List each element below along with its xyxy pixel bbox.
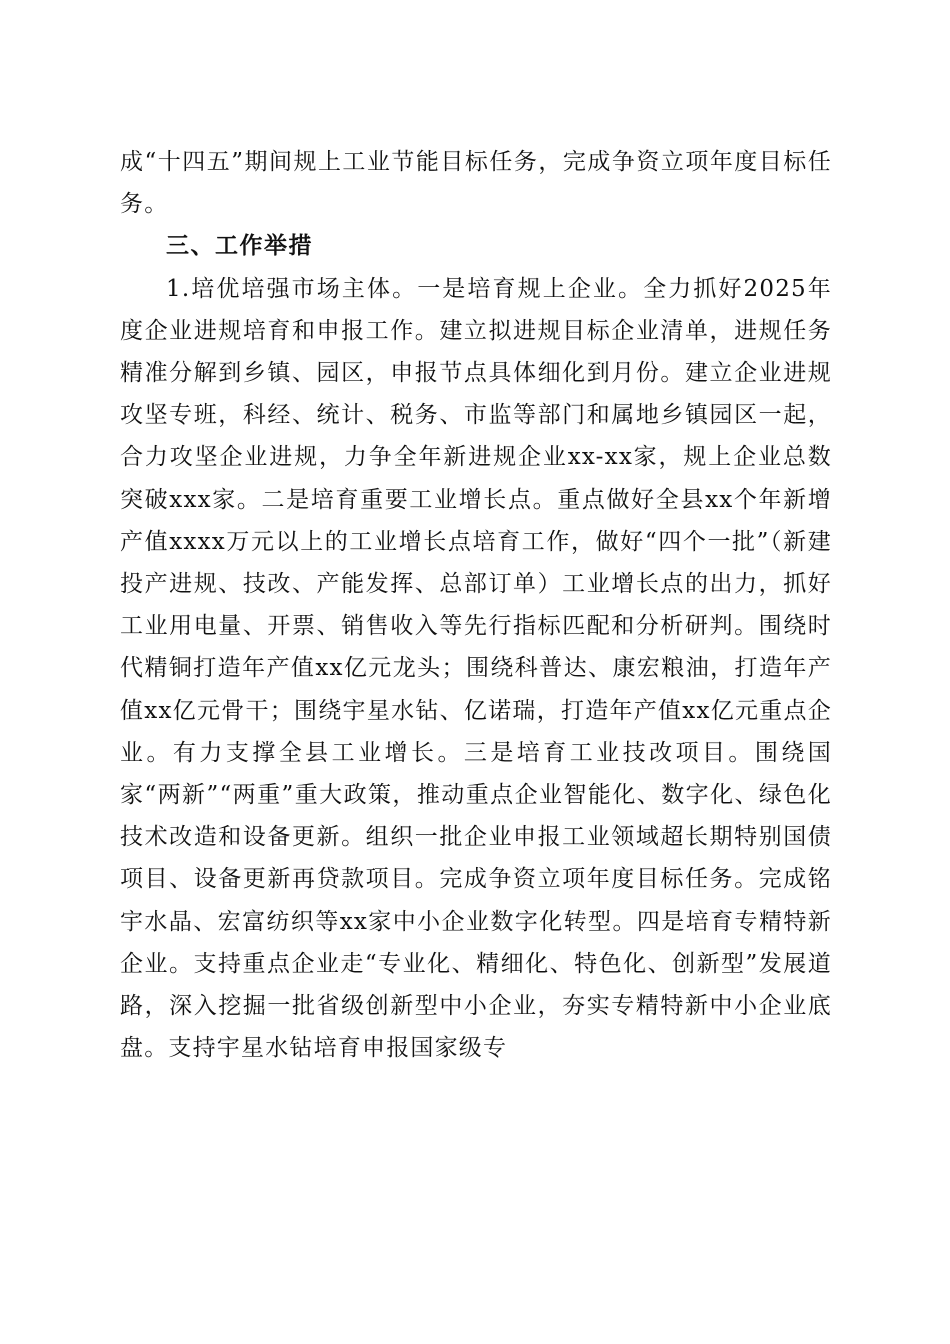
document-body [120, 141, 832, 1069]
section-heading: 三、工作举措 [166, 233, 313, 260]
continuation-paragraph: 成“十四五”期间规上工业节能目标任务，完成争资立项年度目标任务。 [120, 149, 832, 218]
body-paragraph: 1.培优培强市场主体。一是培育规上企业。全力抓好2025年度企业进规培育和申报工作。建立拟进规目标企业清单，进规任务精准分解到乡镇、园区，申报节点具体细化到月份。建立企业进规攻坚专班，科经、统计、税务、市监等部门和属地乡镇园区一起，合力攻坚企业进规，力争全年新进规企业xx-xx家，规上企业总数突破xxx家。二是培育重要工业增长点。重点做好全县xx个年新增产值xxxx万元以上的工业增长点培育工作，做好“四个一批”（新建投产进规、技改、产能发挥、总部订单）工业增长点的出力，抓好工业用电量、开票、销售收入等先行指标匹配和分析研判。围绕时代精铜打造年产值xx亿元龙头；围绕科普达、康宏粮油，打造年产值xx亿元骨干；围绕宇星水钻、亿诺瑞，打造年产值xx亿元重点企业。有力支撑全县工业增长。三是培育工业技改项目。围绕国家“两新”“两重”重大政策，推动重点企业智能化、数字化、绿色化技术改造和设备更新。组织一批企业申报工业领域超长期特别国债项目、设备更新再贷款项目。完成争资立项年度目标任务。完成铭宇水晶、宏富纺织等xx家中小企业数字化转型。四是培育专精特新企业。支持重点企业走“专业化、精细化、特色化、创新型”发展道路，深入挖掘一批省级创新型中小企业，夯实专精特新中小企业底盘。支持宇星水钻培育申报国家级专 [120, 275, 832, 1062]
